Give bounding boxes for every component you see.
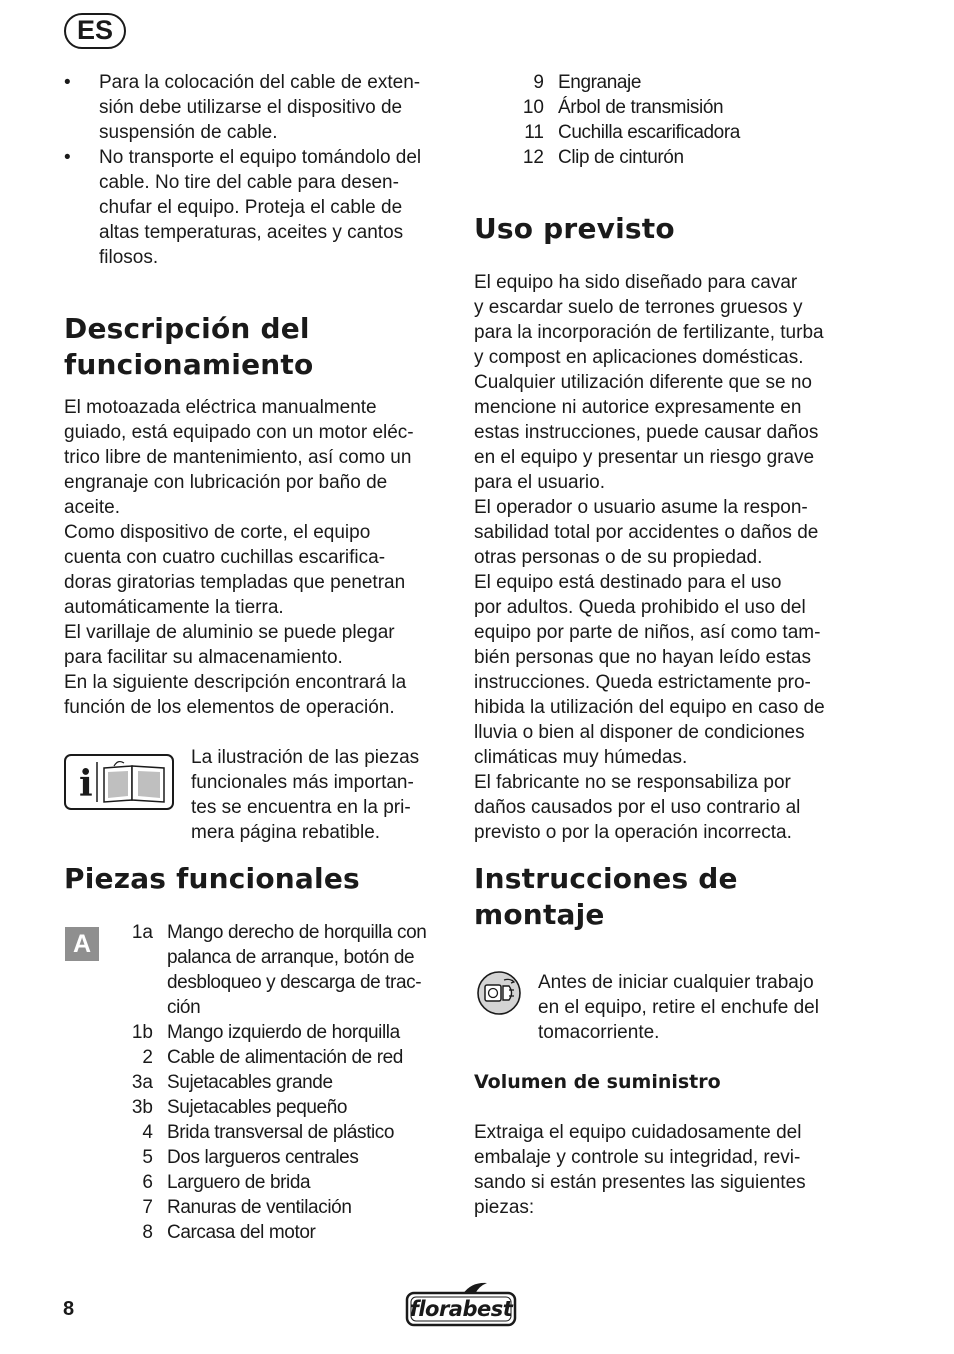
- item-text: Mango izquierdo de horquilla: [167, 1022, 400, 1043]
- info-book-icon: [64, 754, 174, 810]
- list-item: [474, 145, 874, 170]
- item-number: 1b: [131, 1022, 153, 1043]
- uso-heading: Uso previsto: [474, 212, 675, 245]
- list-item: [95, 1020, 455, 1045]
- list-item: [95, 1120, 455, 1145]
- item-text: Brida transversal de plástico: [167, 1122, 395, 1143]
- safety-bullets: [64, 70, 454, 270]
- list-item: [95, 1095, 455, 1120]
- florabest-logo: [405, 1280, 517, 1333]
- list-item: [95, 1220, 455, 1245]
- montaje-heading: Instrucciones de montaje: [474, 862, 738, 931]
- item-text: Cuchilla escarificadora: [558, 122, 740, 143]
- list-item: [95, 1170, 455, 1195]
- item-text: Mango derecho de horquilla con palanca de arranque, botón de desbloqueo y descarga de trac- ción: [167, 922, 427, 1018]
- item-number: 7: [142, 1197, 153, 1218]
- descripcion-text: El motoazada eléctrica manualmente guiado, está equipado con un motor eléc- trico libre de mantenimiento, así como un engranaje con lubricación por baño de aceite. Como dispositivo de corte, el equipo cuenta con cuatro cuchillas escarifica- doras giratorias templadas que penetran automáticamente la tierra. El varillaje de aluminio se puede plegar para facilitar su almacenamiento. En la siguiente descripción encontrará la función de los elementos de operación.: [64, 397, 414, 718]
- bullet-item: [64, 145, 454, 270]
- list-item: [95, 1195, 455, 1220]
- language-badge: ES: [64, 13, 126, 49]
- item-text: Sujetacables grande: [167, 1072, 333, 1093]
- list-item: [474, 120, 874, 145]
- list-item: [474, 70, 874, 95]
- page-number: 8: [63, 1298, 75, 1320]
- bullet-symbol: •: [64, 147, 71, 168]
- item-text: Engranaje: [558, 72, 642, 93]
- item-number: 12: [522, 147, 544, 168]
- item-number: 3a: [131, 1072, 153, 1093]
- item-text: Carcasa del motor: [167, 1222, 316, 1243]
- item-number: 6: [142, 1172, 153, 1193]
- item-number: 11: [524, 122, 544, 143]
- bullet-symbol: •: [64, 72, 71, 93]
- list-item: [95, 1070, 455, 1095]
- unplug-note-text: Antes de iniciar cualquier trabajo en el equipo, retire el enchufe del tomacorriente.: [538, 972, 819, 1043]
- uso-text: El equipo ha sido diseñado para cavar y escardar suelo de terrones gruesos y para la incorporación de fertilizante, turba y compost en aplicaciones domésticas. Cualquier utilización diferente que se no mencione ni autorice expresamente en estas instrucciones, puede causar daños en el equipo y presentar un riesgo grave para el usuario. El operador o usuario asume la respon- sabilidad total por accidentes o daños de otras personas o de su propiedad. El equipo está destinado para el uso por adultos. Queda prohibido el uso del equipo por parte de niños, así como tam- bién personas que no hayan leído estas instrucciones. Queda estrictamente pro- hibida la utilización del equipo en caso de lluvia o bien al disponer de condiciones climáticas muy húmedas. El fabricante no se responsabiliza por daños causados por el uso contrario al previsto o por la operación incorrecta.: [474, 272, 825, 843]
- piezas-heading: Piezas funcionales: [64, 862, 360, 895]
- item-text: Ranuras de ventilación: [167, 1197, 352, 1218]
- descripcion-heading: Descripción del funcionamiento: [64, 312, 314, 381]
- item-number: 8: [142, 1222, 153, 1243]
- piezas-list-continued: [474, 70, 874, 170]
- item-number: 5: [142, 1147, 153, 1168]
- list-item: [474, 95, 874, 120]
- list-item: [95, 920, 455, 1020]
- item-number: 2: [142, 1047, 153, 1068]
- item-text: Sujetacables pequeño: [167, 1097, 348, 1118]
- item-number: 3b: [131, 1097, 153, 1118]
- left-column: [64, 70, 454, 270]
- bullet-text: Para la colocación del cable de exten- sión debe utilizarse el dispositivo de suspensión de cable.: [99, 72, 421, 143]
- item-text: Cable de alimentación de red: [167, 1047, 403, 1068]
- bullet-text: No transporte el equipo tomándolo del cable. No tire del cable para desen- chufar el equipo. Proteja el cable de altas temperaturas, aceites y cantos filosos.: [99, 147, 422, 268]
- item-text: Dos largueros centrales: [167, 1147, 359, 1168]
- figure-a-marker: A: [65, 927, 99, 961]
- item-text: Árbol de transmisión: [558, 97, 724, 118]
- unplug-plug-icon: [476, 970, 522, 1016]
- info-note-text: La ilustración de las piezas funcionales más importan- tes se encuentra en la pri- mera página rebatible.: [191, 747, 420, 843]
- bullet-item: [64, 70, 454, 145]
- item-text: Clip de cinturón: [558, 147, 684, 168]
- svg-text:i: i: [79, 763, 93, 805]
- item-text: Larguero de brida: [167, 1172, 311, 1193]
- list-item: [95, 1045, 455, 1070]
- volumen-subheading: Volumen de suministro: [474, 1071, 721, 1093]
- item-number: 4: [142, 1122, 153, 1143]
- item-number: 1a: [131, 922, 153, 943]
- piezas-list: [95, 920, 455, 1245]
- item-number: 9: [533, 72, 544, 93]
- logo-text: florabest: [409, 1297, 513, 1321]
- volumen-text: Extraiga el equipo cuidadosamente del embalaje y controle su integridad, revi- sando si están presentes las siguientes piezas:: [474, 1122, 806, 1218]
- list-item: [95, 1145, 455, 1170]
- item-number: 10: [522, 97, 544, 118]
